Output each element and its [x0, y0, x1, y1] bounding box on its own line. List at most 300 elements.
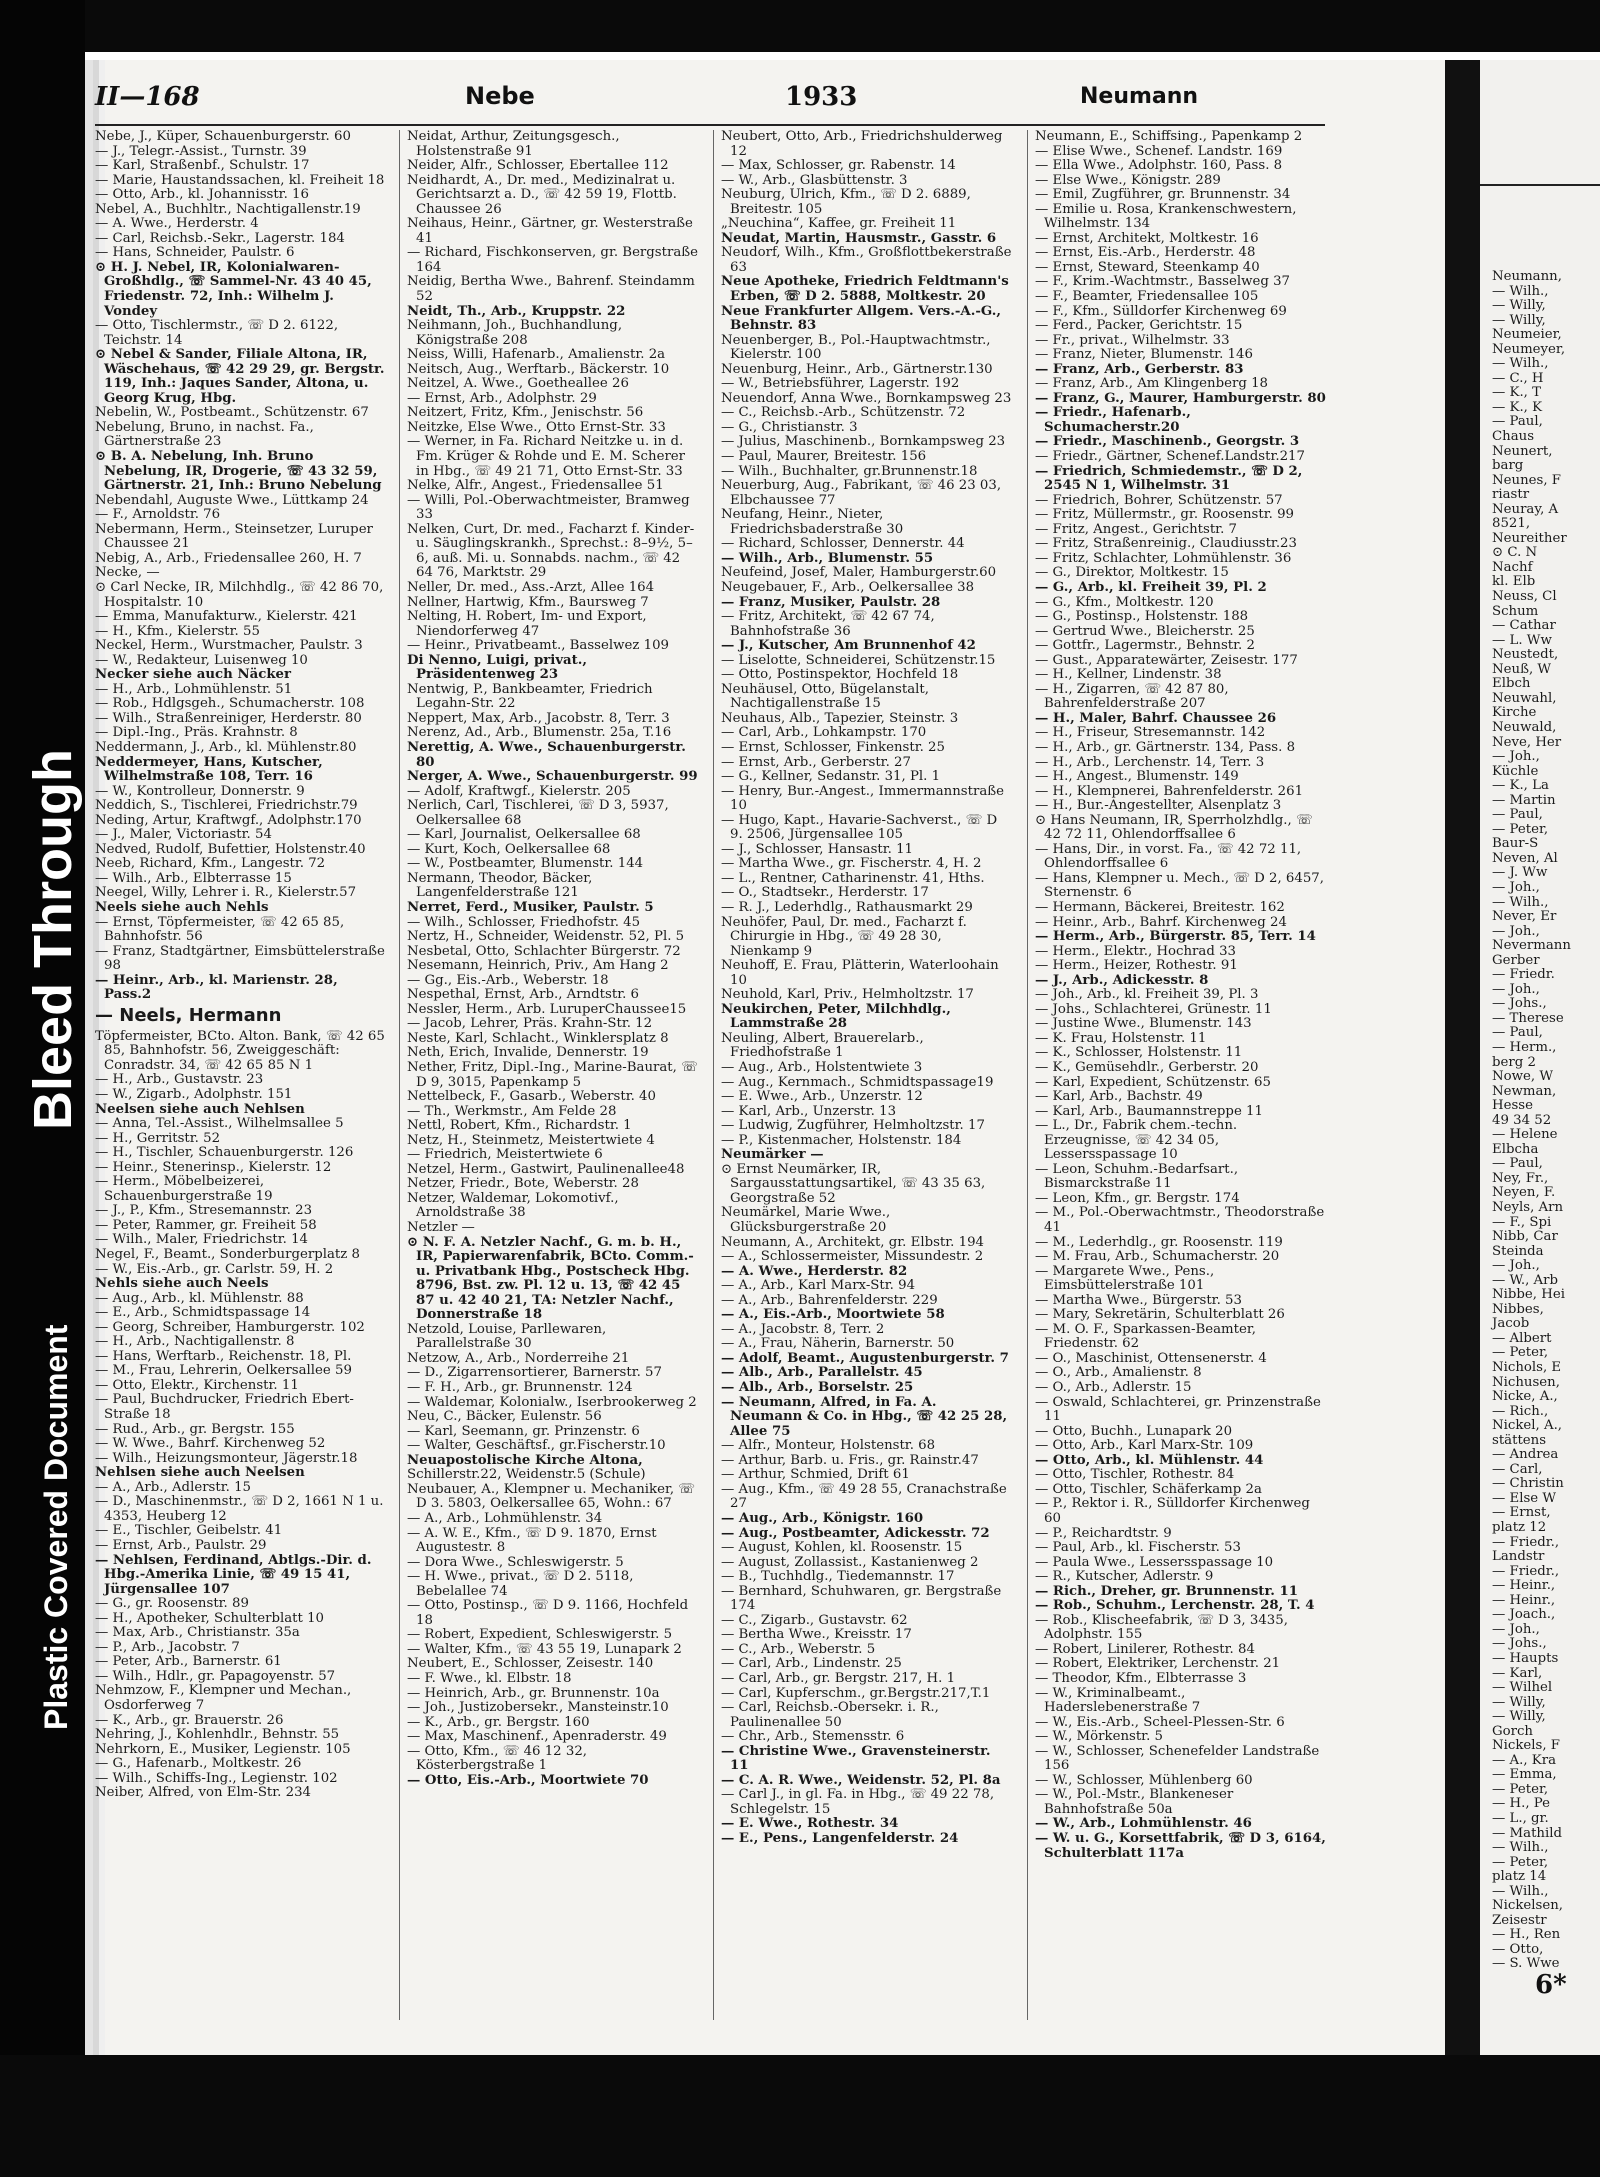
directory-entry: — Herm., Möbelbeizerei, Schauenburgerstraße 19	[95, 1174, 273, 1204]
directory-entry: — Wilh., Arb., Elbterrasse 15	[95, 870, 292, 886]
directory-entry: — W., Zigarb., Adolphstr. 151	[95, 1087, 293, 1102]
directory-entry: Nelken, Curt, Dr. med., Facharzt f. Kinder- u. Säuglingskrankh., Sprechst.: 8–9½, 5–6, auß. Mi. u. Sonnabds. nachm., ☏ 42 64 76, Marktstr. 29	[407, 521, 695, 581]
directory-entry: „Neuchina“, Kaffee, gr. Freiheit 11	[721, 216, 957, 232]
next-page-entry: Never, Er	[1492, 909, 1557, 925]
next-page-entry: Neuss, Cl	[1492, 589, 1557, 605]
directory-entry: — Otto, Postinsp., ☏ D 9. 1166, Hochfeld 18	[407, 1598, 689, 1628]
directory-entry: — H. Wwe., privat., ☏ D 2. 5118, Bebelallee 74	[407, 1569, 634, 1599]
next-page-entry: — Peter,	[1492, 821, 1549, 837]
directory-entry: — Fritz, Angest., Gerichtstr. 7	[1035, 521, 1237, 537]
directory-entry: — Walter, Kfm., ☏ 43 55 19, Lunapark 2	[407, 1641, 682, 1657]
next-page-entry: Kirche	[1492, 705, 1537, 721]
directory-entry: — Hans, Schneider, Paulstr. 6	[95, 245, 295, 261]
directory-entry: Neidt, Th., Arb., Kruppstr. 22	[407, 303, 626, 319]
next-page-entry: — S. Wwe	[1492, 1956, 1560, 1972]
next-page-entry: Nibbes,	[1492, 1301, 1544, 1317]
directory-entry: Nebig, A., Arb., Friedensallee 260, H. 7	[95, 550, 362, 566]
directory-entry: — Arthur, Barb. u. Fris., gr. Rainstr.47	[721, 1452, 979, 1468]
next-page-entry: Nevermann	[1492, 938, 1571, 954]
directory-entry: — August, Zollassist., Kastanienweg 2	[721, 1554, 979, 1570]
directory-entry: — F. H., Arb., gr. Brunnenstr. 124	[407, 1380, 633, 1396]
directory-entry: — Carl, Arb., Lohkampstr. 170	[721, 725, 927, 741]
directory-entry: Necke, —	[95, 565, 160, 581]
next-page-entry: Neumann,	[1492, 269, 1562, 284]
directory-entry: Nespethal, Ernst, Arb., Arndtstr. 6	[407, 987, 640, 1003]
directory-entry: Neumann, A., Architekt, gr. Elbstr. 194	[721, 1234, 984, 1250]
next-page-entry: — Peter,	[1492, 1781, 1549, 1797]
directory-entry: — Carl, Reichsb.-Sekr., Lagerstr. 184	[95, 230, 345, 246]
next-page-entry: — Willy,	[1492, 1694, 1546, 1710]
directory-entry: — Johs., Schlachterei, Grünestr. 11	[1035, 1001, 1272, 1017]
directory-entry: — Theodor, Kfm., Elbterrasse 3	[1035, 1670, 1247, 1686]
directory-entry: Di Nenno, Luigi, privat., Präsidentenweg 23	[407, 652, 588, 683]
directory-entry: — Aug., Kfm., ☏ 49 28 55, Cranachstraße 27	[721, 1481, 1007, 1512]
directory-entry: — Liselotte, Schneiderei, Schützenstr.15	[721, 652, 996, 668]
next-page-entry: Neustedt,	[1492, 647, 1559, 663]
directory-entry: — Justine Wwe., Blumenstr. 143	[1035, 1016, 1252, 1032]
directory-entry: Netz, H., Steinmetz, Meistertwiete 4	[407, 1132, 655, 1148]
next-page-entry: Küchle	[1492, 763, 1539, 779]
directory-entry: — Franz, Musiker, Paulstr. 28	[721, 594, 941, 610]
directory-entry: — F., Arnoldstr. 76	[95, 507, 221, 523]
next-page-entry: — Carl,	[1492, 1461, 1543, 1477]
directory-entry: Nellner, Hartwig, Kfm., Baursweg 7	[407, 594, 649, 610]
next-page-entry: — Heinr.,	[1492, 1592, 1556, 1608]
directory-entry: — W., Eis.-Arb., gr. Carlstr. 59, H. 2	[95, 1261, 334, 1277]
next-page-entry: platz 14	[1492, 1869, 1547, 1885]
directory-entry: — Robert, Linilerer, Rothestr. 84	[1035, 1641, 1255, 1657]
directory-entry: — Elise Wwe., Schenef. Landstr. 169	[1035, 143, 1283, 159]
next-page-entry: — Rich.,	[1492, 1403, 1549, 1419]
directory-column-1	[95, 130, 387, 2020]
directory-entry: — A., Arb., Bahrenfelderstr. 229	[721, 1292, 938, 1308]
directory-entry: — Ernst, Töpfermeister, ☏ 42 65 85, Bahnhofstr. 56	[95, 914, 345, 945]
book-gutter	[1445, 60, 1480, 2055]
directory-entry: — Ernst, Schlosser, Finkenstr. 25	[721, 739, 945, 755]
directory-entry: — M. Frau, Arb., Schumacherstr. 20	[1035, 1249, 1280, 1265]
directory-entry: Neitzke, Else Wwe., Otto Ernst-Str. 33	[407, 419, 666, 435]
next-page-header-rule	[1480, 184, 1600, 186]
directory-entry: Nelting, H. Robert, Im- und Export, Niendorferweg 47	[407, 609, 647, 639]
directory-entry: — Robert, Elektriker, Lerchenstr. 21	[1035, 1656, 1281, 1672]
directory-entry: — Aug., Postbeamter, Adickesstr. 72	[721, 1525, 990, 1541]
directory-entry: — Bernhard, Schuhwaren, gr. Bergstraße 174	[721, 1583, 1002, 1614]
directory-entry: — Fritz, Schlachter, Lohmühlenstr. 36	[1035, 550, 1292, 566]
directory-entry: — L., Dr., Fabrik chem.-techn. Erzeugnisse, ☏ 42 34 05, Lessersspassage 10	[1035, 1118, 1238, 1163]
directory-entry: — Otto, Buchh., Lunapark 20	[1035, 1423, 1233, 1439]
directory-column-4	[1035, 130, 1327, 2020]
directory-entry: — Karl, Straßenbf., Schulstr. 17	[95, 158, 310, 174]
next-page-entry: Ney, Fr.,	[1492, 1170, 1549, 1186]
directory-entry: — Otto, Tischlermstr., ☏ D 2. 6122, Teichstr. 14	[95, 318, 339, 348]
directory-entry: ⊙ B. A. Nebelung, Inh. Bruno Nebelung, IR, Drogerie, ☏ 43 32 59, Gärtnerstr. 21, Inh.: Bruno Nebelung	[95, 449, 382, 494]
directory-entry: — A. W. E., Kfm., ☏ D 9. 1870, Ernst Augustestr. 8	[407, 1525, 657, 1556]
next-page-entry: Neuwald,	[1492, 719, 1557, 735]
next-page-entry: Nachf	[1492, 559, 1533, 575]
directory-entry: Neckel, Herm., Wurstmacher, Paulstr. 3	[95, 638, 363, 654]
directory-entry: — Aug., Kernmach., Schmidtspassage19	[721, 1074, 994, 1090]
directory-entry: Neuhaus, Alb., Tapezier, Steinstr. 3	[721, 710, 959, 726]
running-head-left: Nebe	[465, 82, 535, 110]
directory-entry: — Ernst, Architekt, Moltkestr. 16	[1035, 230, 1259, 246]
directory-entry: — Julius, Maschinenb., Bornkampsweg 23	[721, 434, 1006, 450]
bleed-through-label: Bleed Through	[23, 749, 83, 1130]
directory-entry: — Otto, Arb., Karl Marx-Str. 109	[1035, 1438, 1254, 1454]
next-page-entry: berg 2	[1492, 1054, 1536, 1070]
directory-entry: — Paul, Buchdrucker, Friedrich Ebert-Straße 18	[95, 1392, 354, 1423]
directory-entry: Schillerstr.22, Weidenstr.5 (Schule)	[407, 1467, 646, 1483]
directory-entry: Neider, Alfr., Schlosser, Ebertallee 112	[407, 158, 669, 174]
directory-entry: — Ludwig, Zugführer, Helmholtzstr. 17	[721, 1118, 985, 1134]
directory-entry: — C., Zigarb., Gustavstr. 62	[721, 1612, 908, 1628]
next-page-entry: Neumeyer,	[1492, 341, 1566, 357]
next-page-entry: — W., Arb	[1492, 1272, 1559, 1288]
next-page-entry: 49 34 52	[1492, 1112, 1552, 1128]
next-page-entry: Jacob	[1492, 1316, 1530, 1332]
directory-entry: — Peter, Arb., Barnerstr. 61	[95, 1654, 282, 1670]
directory-entry: — D., Zigarrensortierer, Barnerstr. 57	[407, 1365, 662, 1381]
directory-entry: — R. J., Lederhdlg., Rathausmarkt 29	[721, 899, 973, 915]
directory-column-3	[721, 130, 1013, 2020]
next-page-entry: — Paul,	[1492, 414, 1543, 430]
next-page-entry: Nickels, F	[1492, 1738, 1561, 1754]
directory-entry: — G., Kfm., Moltkestr. 120	[1035, 594, 1214, 610]
next-page-entry: — Willy,	[1492, 1709, 1546, 1725]
directory-entry: — H., Maler, Bahrf. Chaussee 26	[1035, 710, 1277, 726]
directory-entry: — Karl, Expedient, Schützenstr. 65	[1035, 1074, 1271, 1090]
directory-entry: — W., Arb., Lohmühlenstr. 46	[1035, 1816, 1252, 1832]
directory-entry: Neddermann, J., Arb., kl. Mühlenstr.80	[95, 739, 357, 755]
next-page-entry: Neuray, A	[1492, 501, 1559, 517]
directory-entry: — Wilh., Schlosser, Friedhofstr. 45	[407, 914, 641, 930]
next-page-entry: Neuwahl,	[1492, 690, 1557, 706]
directory-entry: — Adolf, Beamt., Augustenburgerstr. 7	[721, 1350, 1009, 1366]
directory-entry: — H., Apotheker, Schulterblatt 10	[95, 1610, 325, 1626]
directory-entry: — Wilh., Buchhalter, gr.Brunnenstr.18	[721, 463, 978, 479]
next-page-entry: — Joach.,	[1492, 1607, 1556, 1623]
directory-entry: — Heinr., Stenerinsp., Kielerstr. 12	[95, 1159, 332, 1175]
directory-entry: — Carl J., in gl. Fa. in Hbg., ☏ 49 22 78, Schlegelstr. 15	[721, 1787, 995, 1817]
next-page-entry: — Otto,	[1492, 1941, 1544, 1957]
page-number: II—168	[95, 82, 200, 112]
directory-entry: — Christine Wwe., Gravensteinerstr. 11	[721, 1743, 991, 1774]
directory-entry: — A., Jacobstr. 8, Terr. 2	[721, 1321, 885, 1337]
directory-entry: — W., Schlosser, Schenefelder Landstraße 156	[1035, 1743, 1320, 1774]
directory-entry: — Arthur, Schmied, Drift 61	[721, 1467, 910, 1483]
next-page-entry: — Peter,	[1492, 1854, 1549, 1870]
directory-entry: — Otto, Arb., kl. Johannisstr. 16	[95, 187, 309, 203]
directory-entry: — Waldemar, Kolonialw., Iserbrookerweg 2	[407, 1394, 697, 1410]
directory-entry: Nebe, J., Küper, Schauenburgerstr. 60	[95, 130, 351, 144]
next-page-entry: — H., Pe	[1492, 1796, 1551, 1812]
directory-entry: — A., Schlossermeister, Missundestr. 2	[721, 1249, 984, 1265]
directory-entry: — Else Wwe., Königstr. 289	[1035, 172, 1221, 188]
directory-entry: Neue Frankfurter Allgem. Vers.-A.-G., Behnstr. 83	[721, 303, 1002, 334]
directory-entry: — H., Arb., Nachtigallenstr. 8	[95, 1334, 295, 1350]
directory-entry: Nebelung, Bruno, in nachst. Fa., Gärtnerstraße 23	[95, 419, 314, 450]
directory-entry: — Otto, Eis.-Arb., Moortwiete 70	[407, 1772, 649, 1788]
directory-entry: — L., Rentner, Catharinenstr. 41, Hths.	[721, 870, 985, 886]
directory-entry: Nehls siehe auch Neels	[95, 1276, 269, 1292]
directory-entry: — Henry, Bur.-Angest., Immermannstraße 10	[721, 783, 1005, 814]
directory-entry: — Paula Wwe., Lessersspassage 10	[1035, 1554, 1274, 1570]
directory-entry: — K., Arb., gr. Bergstr. 160	[407, 1714, 590, 1730]
directory-entry: — Aug., Arb., Holstentwiete 3	[721, 1060, 923, 1075]
directory-entry: Neddich, S., Tischlerei, Friedrichstr.79	[95, 798, 358, 814]
directory-entry: — Otto, Tischler, Rothestr. 84	[1035, 1467, 1235, 1483]
directory-entry: — Werner, in Fa. Richard Neitzke u. in d. Fm. Krüger & Rohde und E. M. Scherer in Hbg., ☏ 49 21 71, Otto Ernst-Str. 33	[407, 434, 686, 479]
next-page-entry: Baur-S	[1492, 836, 1539, 852]
next-page-entry: Gerber	[1492, 952, 1540, 968]
directory-entry: Nermann, Theodor, Bäcker, Langenfelderstraße 121	[407, 870, 593, 901]
directory-entry: — Paul, Arb., kl. Fischerstr. 53	[1035, 1540, 1241, 1556]
directory-entry: Nertz, H., Schneider, Weidenstr. 52, Pl. 5	[407, 929, 685, 945]
directory-entry: Nettelbeck, F., Gasarb., Weberstr. 40	[407, 1089, 656, 1105]
next-page-entry: Neyls, Arn	[1492, 1200, 1564, 1215]
directory-entry: — Carl, Kupferschm., gr.Bergstr.217,T.1	[721, 1685, 991, 1701]
directory-entry: Netzel, Herm., Gastwirt, Paulinenallee48	[407, 1161, 685, 1177]
directory-entry: — Nehlsen, Ferdinand, Abtlgs.-Dir. d. Hbg.-Amerika Linie, ☏ 49 15 41, Jürgensallee 107	[95, 1552, 372, 1597]
next-page-entry: — Johs.,	[1492, 996, 1547, 1012]
directory-entry: — Emil, Zugführer, gr. Brunnenstr. 34	[1035, 187, 1291, 203]
next-page-entry: — Joh.,	[1492, 1621, 1540, 1637]
directory-entry: — A., Arb., Lohmühlenstr. 34	[407, 1510, 603, 1526]
next-page-entry: Elbch	[1492, 676, 1531, 692]
next-page-entry: — J. Ww	[1492, 865, 1548, 881]
next-page-entry: Nickelsen,	[1492, 1898, 1563, 1914]
directory-entry: Neelsen siehe auch Nehlsen	[95, 1101, 305, 1117]
directory-entry: — O., Arb., Adlerstr. 15	[1035, 1380, 1192, 1396]
directory-entry: Neiber, Alfred, von Elm-Str. 234	[95, 1785, 312, 1801]
directory-entry: — P., Reichardtstr. 9	[1035, 1525, 1172, 1541]
directory-entry: — Rob., Schuhm., Lerchenstr. 28, T. 4	[1035, 1598, 1315, 1614]
next-page-entry: — Willy,	[1492, 312, 1546, 328]
directory-entry: — H., Kellner, Lindenstr. 38	[1035, 667, 1222, 683]
directory-entry: — Joh., Justizobersekr., Mansteinstr.10	[407, 1700, 669, 1716]
directory-entry: — P., Kistenmacher, Holstenstr. 184	[721, 1132, 962, 1148]
directory-entry: Neppert, Max, Arb., Jacobstr. 8, Terr. 3	[407, 710, 670, 726]
directory-entry: — C., Reichsb.-Arb., Schützenstr. 72	[721, 405, 966, 421]
directory-entry: Neuhold, Karl, Priv., Helmholtzstr. 17	[721, 987, 974, 1003]
directory-entry: Neegel, Willy, Lehrer i. R., Kielerstr.57	[95, 885, 357, 901]
directory-entry: — A., Frau, Näherin, Barnerstr. 50	[721, 1336, 955, 1352]
next-page-entry: — K., K	[1492, 399, 1543, 415]
directory-entry: — O., Arb., Amalienstr. 8	[1035, 1365, 1202, 1381]
directory-entry: — C., Arb., Weberstr. 5	[721, 1641, 876, 1657]
next-page-entry: — Friedr.,	[1492, 1563, 1560, 1579]
directory-entry: Nehmzow, F., Klempner und Mechan., Osdorferweg 7	[95, 1683, 352, 1713]
next-page-entries	[1492, 270, 1600, 1972]
directory-entry: — Ernst, Arb., Gerberstr. 27	[721, 754, 911, 770]
next-page-entry: — Paul,	[1492, 1156, 1543, 1172]
directory-entry: — Aug., Arb., kl. Mühlenstr. 88	[95, 1290, 304, 1306]
directory-entry: — Wilh., Hdlr., gr. Papagoyenstr. 57	[95, 1668, 336, 1684]
directory-entry: — Carl, Arb., gr. Bergstr. 217, H. 1	[721, 1670, 956, 1686]
directory-entry: Neufang, Heinr., Nieter, Friedrichsbaderstraße 30	[721, 507, 904, 537]
next-page-entry: — Willy,	[1492, 298, 1546, 314]
plastic-covered-label: Plastic Covered Document	[38, 1324, 74, 1730]
directory-entry: — Dora Wwe., Schleswigerstr. 5	[407, 1554, 624, 1570]
directory-entry: — Karl, Arb., Unzerstr. 13	[721, 1103, 897, 1119]
directory-entry: — Alb., Arb., Parallelstr. 45	[721, 1365, 923, 1381]
directory-entry: — G., Christianstr. 3	[721, 419, 858, 435]
next-page-entry: — Martin	[1492, 792, 1556, 808]
directory-entry: Nesemann, Heinrich, Priv., Am Hang 2	[407, 958, 669, 974]
directory-entry: — C. A. R. Wwe., Weidenstr. 52, Pl. 8a	[721, 1772, 1001, 1788]
directory-entry: — Hugo, Kapt., Havarie-Sachverst., ☏ D 9. 2506, Jürgensallee 105	[721, 812, 998, 843]
directory-entry: — Heinr., Privatbeamt., Basselwez 109	[407, 638, 669, 654]
next-page-entry: Steinda	[1492, 1243, 1544, 1259]
directory-entry: — Ernst, Arb., Adolphstr. 29	[407, 390, 597, 406]
next-page-entry: — L., gr.	[1492, 1810, 1549, 1826]
directory-entry: Nerenz, Ad., Arb., Blumenstr. 25a, T.16	[407, 725, 672, 741]
directory-entry: — G., Direktor, Moltkestr. 15	[1035, 565, 1229, 581]
next-page-entry: — Wilh.,	[1492, 356, 1549, 372]
directory-entry: — K. Frau, Holstenstr. 11	[1035, 1030, 1207, 1046]
next-page-entry: — Cathar	[1492, 618, 1556, 634]
next-page-entry: — Wilh.,	[1492, 894, 1549, 910]
directory-entry: — Emma, Manufakturw., Kielerstr. 421	[95, 609, 358, 625]
directory-entry: — Herm., Heizer, Rothestr. 91	[1035, 958, 1238, 974]
directory-entry: — Mary, Sekretärin, Schulterblatt 26	[1035, 1307, 1285, 1323]
directory-entry: — Chr., Arb., Stemensstr. 6	[721, 1729, 905, 1745]
directory-entry: — Friedr., Hafenarb., Schumacherstr.20	[1035, 405, 1191, 435]
directory-entry: Nerlich, Carl, Tischlerei, ☏ D 3, 5937, Oelkersallee 68	[407, 798, 669, 828]
directory-entry: — Alfr., Monteur, Holstenstr. 68	[721, 1438, 936, 1454]
next-page-entry: — Therese	[1492, 1010, 1564, 1026]
directory-entry: Neuendorf, Anna Wwe., Bornkampsweg 23	[721, 390, 1012, 406]
directory-entry: — Otto, Elektr., Kirchenstr. 11	[95, 1377, 299, 1393]
next-page-entry: — Haupts	[1492, 1650, 1559, 1666]
directory-entry: — H., Klempnerei, Bahrenfelderstr. 261	[1035, 783, 1304, 799]
directory-entry: — Wilh., Straßenreiniger, Herderstr. 80	[95, 710, 362, 726]
directory-entry: ⊙ N. F. A. Netzler Nachf., G. m. b. H., IR, Papierwarenfabrik, BCto. Comm.- u. Privatbank Hbg., Postscheck Hbg. 8796, Bst. zw. Pl. 12 u. 13, ☏ 42 45 87 u. 42 40 21, TA: Netzler Nachf., Donnerstraße 18	[407, 1234, 694, 1323]
directory-entry: — Herm., Arb., Bürgerstr. 85, Terr. 14	[1035, 929, 1316, 945]
directory-entry: — Oswald, Schlachterei, gr. Prinzenstraße 11	[1035, 1394, 1321, 1425]
directory-entry: Neumann, E., Schiffsing., Papenkamp 2	[1035, 130, 1303, 144]
directory-entry: — Fr., privat., Wilhelmstr. 33	[1035, 332, 1230, 348]
page-header	[95, 82, 1325, 122]
directory-entry: — August, Kohlen, kl. Roosenstr. 15	[721, 1540, 963, 1556]
next-page-entry: Hesse	[1492, 1098, 1533, 1114]
directory-entry: — Paul, Maurer, Breitestr. 156	[721, 449, 927, 465]
directory-entry: — A., Arb., Karl Marx-Str. 94	[721, 1278, 916, 1294]
directory-entry: — Rob., Hdlgsgeh., Schumacherstr. 108	[95, 696, 365, 712]
directory-entry: — B., Tuchhdlg., Tiedemannstr. 17	[721, 1569, 955, 1585]
next-page-entry: — Christin	[1492, 1476, 1564, 1492]
running-head-year: 1933	[785, 82, 858, 112]
directory-entry: — Neels, Hermann	[95, 1004, 282, 1026]
next-page-entry: — Karl,	[1492, 1665, 1543, 1681]
next-page-entry: Nichusen,	[1492, 1374, 1560, 1390]
directory-entry: Neuhoff, E. Frau, Plätterin, Waterloohain 10	[721, 958, 999, 988]
directory-entry: Neidhardt, A., Dr. med., Medizinalrat u. Gerichtsarzt a. D., ☏ 42 59 19, Flottb. Chaussee 26	[407, 172, 677, 217]
directory-entry: — Wilh., Maler, Friedrichstr. 14	[95, 1232, 308, 1248]
directory-entry: Neuenberger, B., Pol.-Hauptwachtmstr., Kielerstr. 100	[721, 332, 991, 363]
next-page-entry: — Friedr.,	[1492, 1534, 1560, 1550]
directory-entry: Neubert, Otto, Arb., Friedrichshulderweg 12	[721, 130, 1003, 159]
directory-entry: — Karl, Journalist, Oelkersallee 68	[407, 827, 641, 843]
directory-entry: — W., Pol.-Mstr., Blankeneser Bahnhofstraße 50a	[1035, 1787, 1234, 1817]
directory-entry: — J., Arb., Adickesstr. 8	[1035, 972, 1209, 988]
next-page-fragment	[1480, 60, 1600, 2055]
header-rule	[95, 124, 1325, 126]
directory-entry: Neuhöfer, Paul, Dr. med., Facharzt f. Chirurgie in Hbg., ☏ 49 28 30, Nienkamp 9	[721, 914, 967, 959]
directory-entry: Neeb, Richard, Kfm., Langestr. 72	[95, 856, 326, 872]
directory-entry: — J., P., Kfm., Stresemannstr. 23	[95, 1203, 313, 1219]
directory-entry: Neitzel, A. Wwe., Goetheallee 26	[407, 376, 629, 392]
directory-entry: — Karl, Seemann, gr. Prinzenstr. 6	[407, 1423, 640, 1439]
directory-entry: Neitzert, Fritz, Kfm., Jenischstr. 56	[407, 405, 644, 421]
directory-entry: Nehring, J., Kohlenhdlr., Behnstr. 55	[95, 1727, 340, 1743]
directory-entry: — W., Arb., Glasbüttenstr. 3	[721, 172, 908, 188]
directory-entry: — F., Beamter, Friedensallee 105	[1035, 289, 1259, 305]
directory-entry: — M., Frau, Lehrerin, Oelkersallee 59	[95, 1363, 352, 1379]
next-page-entry: — Wilh.,	[1492, 283, 1549, 299]
next-page-entry: kl. Elb	[1492, 574, 1536, 590]
directory-entry: Neuapostolische Kirche Altona,	[407, 1452, 643, 1468]
directory-entry: ⊙ Ernst Neumärker, IR, Sargausstattungsartikel, ☏ 43 35 63, Georgstraße 52	[721, 1161, 986, 1206]
directory-entry: — Gg., Eis.-Arb., Weberstr. 18	[407, 972, 609, 988]
directory-entry: — E. Wwe., Rothestr. 34	[721, 1816, 899, 1832]
directory-entry: Neufeind, Josef, Maler, Hamburgerstr.60	[721, 565, 997, 581]
directory-entry: Neste, Karl, Schlacht., Winklersplatz 8	[407, 1030, 669, 1046]
next-page-entry: ⊙ C. N	[1492, 545, 1538, 561]
scan-border-top	[85, 0, 1600, 52]
directory-entry: — H., Bur.-Angestellter, Alsenplatz 3	[1035, 798, 1282, 814]
next-page-entry: Nickel, A.,	[1492, 1418, 1563, 1434]
directory-entry: — Ernst, Steward, Steenkamp 40	[1035, 259, 1260, 275]
directory-entry: — Bertha Wwe., Kreisstr. 17	[721, 1627, 912, 1643]
directory-entry: — Franz, Stadtgärtner, Eimsbüttelerstraße 98	[95, 943, 385, 974]
next-page-entry: — Mathild	[1492, 1825, 1562, 1841]
directory-entry: — J., Maler, Victoriastr. 54	[95, 827, 272, 843]
directory-entry: Neubert, E., Schlosser, Zeisestr. 140	[407, 1656, 654, 1672]
directory-entry: — W., Kriminalbeamt., Haderslebenerstraße 7	[1035, 1685, 1201, 1716]
directory-entry: — Wilh., Heizungsmonteur, Jägerstr.18	[95, 1450, 358, 1466]
next-page-entry: Neumeier,	[1492, 327, 1562, 343]
directory-entry: — Ernst, Eis.-Arb., Herderstr. 48	[1035, 245, 1256, 261]
directory-entry: — W., Schlosser, Mühlenberg 60	[1035, 1772, 1253, 1788]
directory-entry: — A. Wwe., Herderstr. 82	[721, 1263, 908, 1279]
directory-entry: — M. O. F., Sparkassen-Beamter, Friedenstr. 62	[1035, 1321, 1256, 1352]
directory-entry: Neugebauer, F., Arb., Oelkersallee 38	[721, 579, 975, 595]
directory-entry: — Ella Wwe., Adolphstr. 160, Pass. 8	[1035, 158, 1283, 174]
next-page-entry: — K., T	[1492, 385, 1542, 401]
directory-entry: — G., gr. Roosenstr. 89	[95, 1596, 249, 1612]
directory-entry: — Wilh., Arb., Blumenstr. 55	[721, 550, 934, 566]
directory-entry: — Friedr., Maschinenb., Georgstr. 3	[1035, 434, 1300, 450]
directory-entry: Neiss, Willi, Hafenarb., Amalienstr. 2a	[407, 347, 666, 363]
next-page-entry: — Andrea	[1492, 1447, 1559, 1463]
directory-entry: — Richard, Schlosser, Dennerstr. 44	[721, 536, 965, 552]
directory-entry: — Willi, Pol.-Oberwachtmeister, Bramweg 33	[407, 492, 690, 523]
directory-entry: Neuhäusel, Otto, Bügelanstalt, Nachtigallenstraße 15	[721, 681, 929, 712]
directory-entry: — Dipl.-Ing., Präs. Krahnstr. 8	[95, 725, 298, 741]
directory-entry: Neller, Dr. med., Ass.-Arzt, Allee 164	[407, 579, 655, 595]
next-page-entry: — Johs.,	[1492, 1636, 1547, 1652]
directory-entry: — J., Schlosser, Hansastr. 11	[721, 841, 914, 857]
directory-entry: — Gertrud Wwe., Bleicherstr. 25	[1035, 623, 1255, 639]
directory-entry: — W. Wwe., Bahrf. Kirchenweg 52	[95, 1436, 326, 1452]
directory-entry: — K., Schlosser, Holstenstr. 11	[1035, 1045, 1243, 1061]
next-page-entry: Elbcha	[1492, 1141, 1539, 1157]
next-page-entry: — Joh.,	[1492, 749, 1540, 765]
next-page-entry: Zeisestr	[1492, 1912, 1547, 1928]
directory-entry: — Friedrich, Meistertwiete 6	[407, 1147, 603, 1163]
directory-entry: Neidig, Bertha Wwe., Bahrenf. Steindamm 52	[407, 274, 695, 305]
next-page-entry: Neunert,	[1492, 443, 1553, 459]
